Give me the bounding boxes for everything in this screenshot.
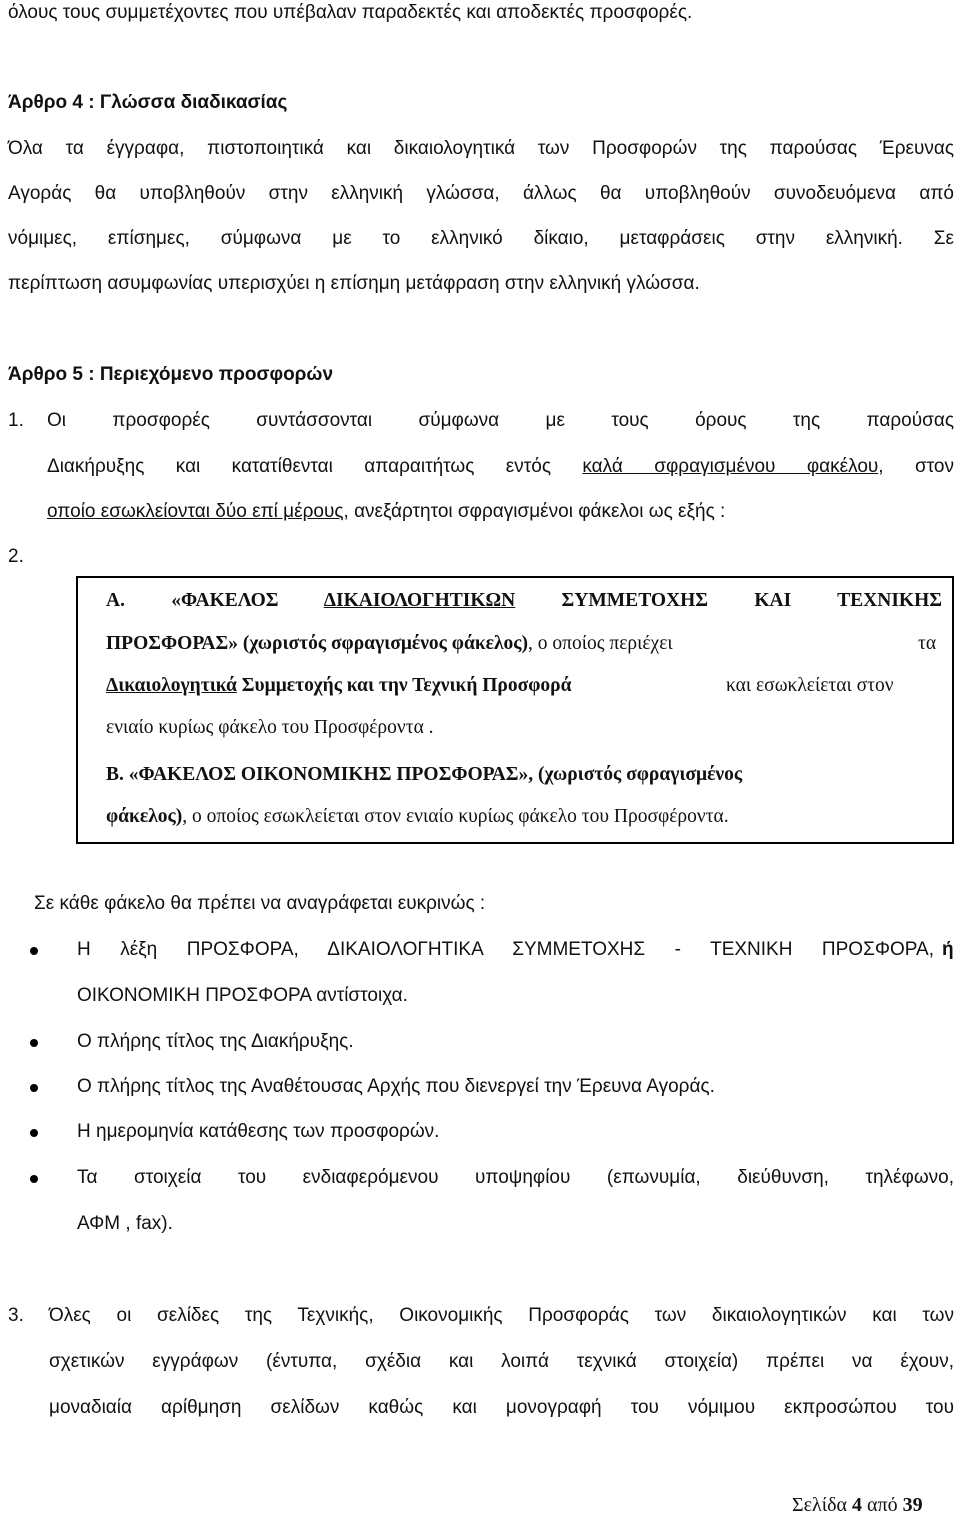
item-1-underlined-subenvelopes: οποίο εσωκλείονται δύο επί μέρους: [47, 501, 344, 522]
item-3-number: 3.: [8, 1305, 24, 1326]
envelope-a-contains: , ο οποίος περιέχει: [528, 633, 673, 654]
bullet-1-line-1: Η λέξη ΠΡΟΣΦΟΡΑ, ΔΙΚΑΙΟΛΟΓΗΤΙΚΑ ΣΥΜΜΕΤΟΧΗΣ - ΤΕΧΝΙΚΗ ΠΡΟΣΦΟΡΑ,: [77, 939, 934, 960]
article-4-line-1: Όλα τα έγγραφα, πιστοποιητικά και δικαιολογητικά των Προσφορών της παρούσας Έρευνας: [8, 138, 954, 159]
article-5-heading: Άρθρο 5 : Περιεχόμενο προσφορών: [8, 364, 334, 385]
bullet-2: Ο πλήρης τίτλος της Διακήρυξης.: [77, 1031, 354, 1052]
item-1-number: 1.: [8, 410, 24, 431]
envelope-marking-intro: Σε κάθε φάκελο θα πρέπει να αναγράφεται ευκρινώς :: [34, 893, 486, 914]
bullet-3: Ο πλήρης τίτλος της Αναθέτουσας Αρχής που διενεργεί την Έρευνα Αγοράς.: [77, 1076, 715, 1097]
article-4-line-2: Αγοράς θα υποβληθούν στην ελληνική γλώσσα, άλλως θα υποβληθούν συνοδευόμενα από: [8, 183, 954, 204]
continued-text: όλους τους συμμετέχοντες που υπέβαλαν παραδεκτές και αποδεκτές προσφορές.: [8, 2, 693, 23]
article-4-heading: Άρθρο 4 : Γλώσσα διαδικασίας: [8, 92, 288, 113]
bullet-dot-icon: [30, 1129, 38, 1137]
bullet-dot-icon: [30, 1084, 38, 1092]
bullet-dot-icon: [30, 1175, 38, 1183]
envelopes-box: [76, 576, 954, 844]
envelope-a-line-3: [106, 675, 571, 697]
envelope-a-line-3-end: και εσωκλείεται στον: [726, 675, 894, 696]
item-1-line-3-end: , ανεξάρτητοι σφραγισμένοι φάκελοι ως εξής :: [343, 501, 726, 522]
article-4-line-4: περίπτωση ασυμφωνίας υπερισχύει η επίσημη μετάφραση στην ελληνική γλώσσα.: [8, 273, 700, 294]
bullet-4: Η ημερομηνία κατάθεσης των προσφορών.: [77, 1121, 440, 1142]
current-page: 4: [852, 1494, 863, 1516]
item-3-line-3: μοναδιαία αρίθμηση σελίδων καθώς και μονογραφή του νόμιμου εκπροσώπου του: [49, 1397, 954, 1418]
envelope-b-contains: , ο οποίος εσωκλείεται στον ενιαίο κυρίως φάκελο του Προσφέροντα.: [182, 806, 729, 827]
envelope-a-line-1: [106, 590, 942, 612]
envelope-a-technical: Συμμετοχής και την Τεχνική Προσφορά: [236, 675, 572, 696]
bullet-5-line-2: ΑΦΜ , fax).: [77, 1213, 173, 1234]
envelope-a-line-4: ενιαίο κυρίως φάκελο του Προσφέροντα .: [106, 717, 434, 738]
item-3-line-2: σχετικών εγγράφων (έντυπα, σχέδια και λοιπά τεχνικά στοιχεία) πρέπει να έχουν,: [49, 1351, 954, 1372]
bullet-1-line-2: ΟΙΚΟΝΟΜΙΚΗ ΠΡΟΣΦΟΡΑ αντίστοιχα.: [77, 985, 408, 1006]
item-1-line-2: [47, 456, 954, 478]
bullet-5-line-1: Τα στοιχεία του ενδιαφερόμενου υποψηφίου (επωνυμία, διεύθυνση, τηλέφωνο,: [77, 1167, 954, 1188]
item-3-line-1: Όλες οι σελίδες της Τεχνικής, Οικονομικής Προσφοράς των δικαιολογητικών και των: [49, 1305, 954, 1326]
item-1-line-3: [47, 501, 725, 523]
envelope-a-suffix: ΣΥΜΜΕΤΟΧΗΣ ΚΑΙ ΤΕΧΝΙΚΗΣ: [515, 590, 942, 611]
envelope-a-title-end: ΠΡΟΣΦΟΡΑΣ» (χωριστός σφραγισμένος φάκελος): [106, 633, 529, 654]
item-1-line-2-text: Διακήρυξης και κατατίθενται απαραιτήτως εντός: [47, 456, 583, 477]
envelope-a-documents: Δικαιολογητικά: [106, 675, 237, 696]
bullet-dot-icon: [30, 947, 38, 955]
envelope-a-line-2: [106, 633, 673, 655]
page-of: από: [867, 1494, 898, 1516]
bullet-1-or: ή: [942, 939, 954, 960]
article-4-line-3: νόμιμες, επίσημες, σύμφωνα με το ελληνικό δίκαιο, μεταφράσεις στην ελληνική. Σε: [8, 228, 954, 249]
page-prefix: Σελίδα: [792, 1494, 848, 1516]
item-2-number: 2.: [8, 546, 24, 567]
item-1-line-1: Οι προσφορές συντάσσονται σύμφωνα με τους όρους της παρούσας: [47, 410, 954, 431]
item-1-line-2-end: , στον: [878, 456, 954, 477]
item-1-underlined-envelope: καλά σφραγισμένου φακέλου: [582, 456, 879, 477]
total-pages: 39: [902, 1494, 923, 1516]
page-number: [792, 1494, 923, 1517]
envelope-b-line-2: [106, 806, 729, 828]
bullet-dot-icon: [30, 1039, 38, 1047]
envelope-b-line-1: Β. «ΦΑΚΕΛΟΣ ΟΙΚΟΝΟΜΙΚΗΣ ΠΡΟΣΦΟΡΑΣ», (χωριστός σφραγισμένος: [106, 764, 743, 785]
envelope-a-underlined: ΔΙΚΑΙΟΛΟΓΗΤΙΚΩΝ: [323, 590, 516, 611]
envelope-a-line-2-end: τα: [918, 633, 937, 654]
envelope-a-prefix: Α. «ΦΑΚΕΛΟΣ: [106, 590, 324, 611]
envelope-b-title-end: φάκελος): [106, 806, 183, 827]
